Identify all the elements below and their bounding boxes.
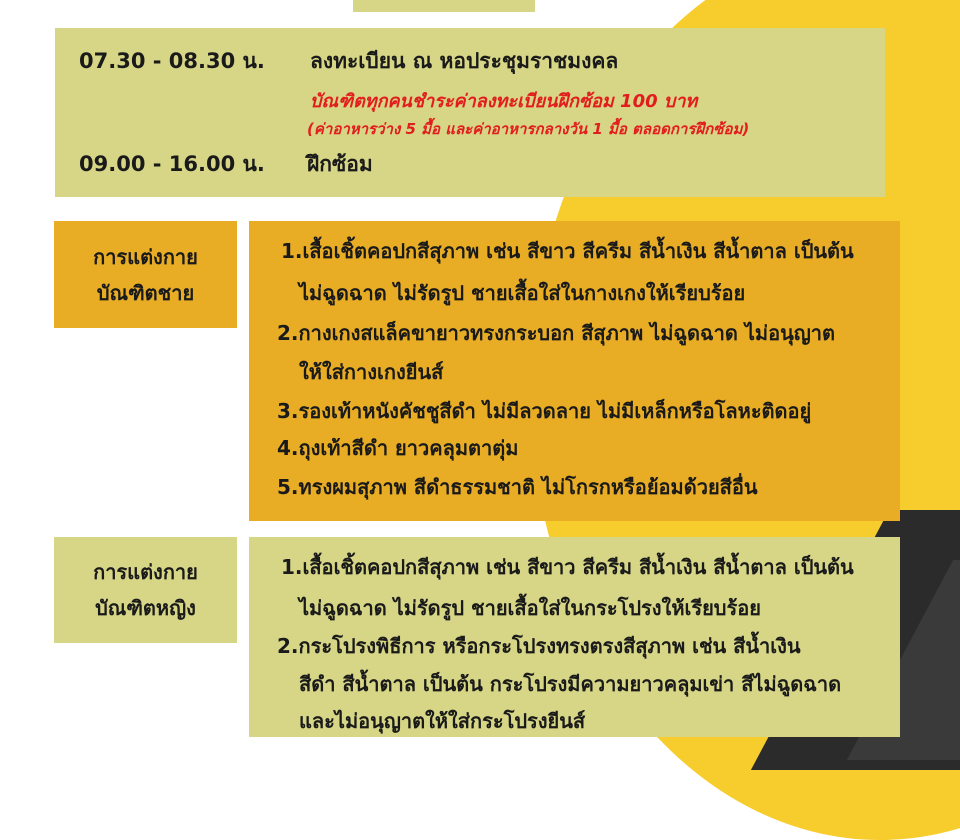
schedule-time-2: 09.00 - 16.00 น.: [79, 152, 265, 176]
male-rule-line: 4.ถุงเท้าสีดำ ยาวคลุมตาตุ่ม: [277, 436, 519, 460]
male-dress-label: [54, 221, 237, 328]
female-rule-line: 2.กระโปรงพิธีการ หรือกระโปรงทรงตรงสีสุภาพ เช่น สีน้ำเงิน: [277, 634, 801, 658]
schedule-activity-1: ลงทะเบียน ณ หอประชุมราชมงคล: [310, 49, 619, 73]
female-label-line-1: การแต่งกาย: [93, 560, 198, 584]
male-dress-rules: [249, 221, 900, 521]
male-rule-line: 2.กางเกงสแล็คขายาวทรงกระบอก สีสุภาพ ไม่ฉูดฉาด ไม่อนุญาต: [277, 321, 836, 345]
female-rule-line: 1.เสื้อเชิ้ตคอปกสีสุภาพ เช่น สีขาว สีครีม สีน้ำเงิน สีน้ำตาล เป็นต้น: [281, 555, 854, 579]
male-rule-line: 3.รองเท้าหนังคัชชูสีดำ ไม่มีลวดลาย ไม่มีเหล็กหรือโลหะติดอยู่: [277, 399, 812, 423]
female-dress-label: [54, 537, 237, 643]
female-rule-line: และไม่อนุญาตให้ใส่กระโปรงยีนส์: [299, 709, 586, 733]
schedule-activity-2: ฝึกซ้อม: [307, 152, 373, 176]
schedule-time-1: 07.30 - 08.30 น.: [79, 49, 265, 73]
female-label-line-2: บัณฑิตหญิง: [95, 596, 196, 620]
male-rule-line: 5.ทรงผมสุภาพ สีดำธรรมชาติ ไม่โกรกหรือย้อมด้วยสีอื่น: [277, 475, 758, 499]
male-rule-line: 1.เสื้อเชิ้ตคอปกสีสุภาพ เช่น สีขาว สีครีม สีน้ำเงิน สีน้ำตาล เป็นต้น: [281, 239, 854, 263]
female-rule-line: ไม่ฉูดฉาด ไม่รัดรูป ชายเสื้อใส่ในกระโปรงให้เรียบร้อย: [299, 596, 761, 620]
male-rule-line: ให้ใส่กางเกงยีนส์: [299, 360, 444, 384]
male-label-line-2: บัณฑิตชาย: [96, 280, 195, 305]
male-label-line-1: การแต่งกาย: [93, 244, 198, 269]
female-rule-line: สีดำ สีน้ำตาล เป็นต้น กระโปรงมีความยาวคลุมเข่า สีไม่ฉูดฉาด: [299, 672, 842, 696]
schedule-note-meals: (ค่าอาหารว่าง 5 มื้อ และค่าอาหารกลางวัน 1 มื้อ ตลอดการฝึกซ้อม): [307, 120, 750, 138]
male-rule-line: ไม่ฉูดฉาด ไม่รัดรูป ชายเสื้อใส่ในกางเกงให้เรียบร้อย: [299, 281, 746, 305]
schedule-box: [55, 28, 885, 197]
schedule-note-fee: บัณฑิตทุกคนชำระค่าลงทะเบียนฝึกซ้อม 100 บาท: [310, 91, 698, 112]
header-tab: [353, 0, 535, 12]
female-dress-rules: [249, 537, 900, 737]
